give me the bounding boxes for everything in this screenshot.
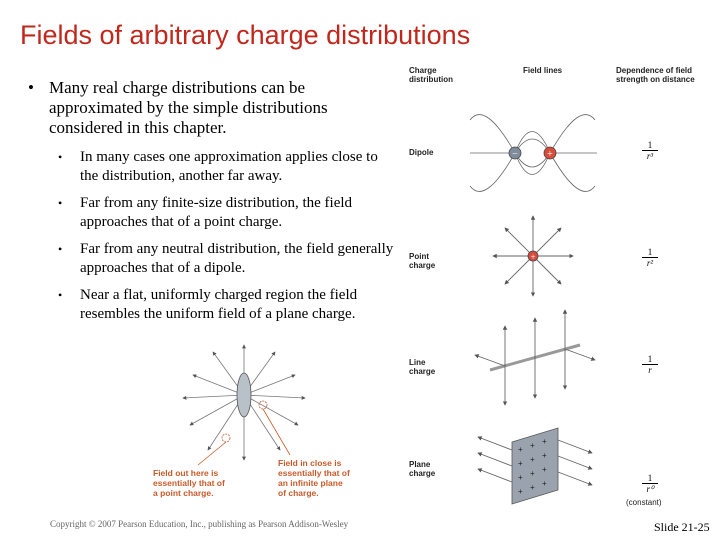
slide-number: Slide 21-25 (654, 520, 710, 534)
bullet-dot: • (58, 288, 63, 302)
sub-bullet-text: Far from any finite-size distribution, the field approaches that of a point charge. (80, 195, 353, 230)
header-dependence: Dependence of field strength on distance (616, 66, 695, 84)
dipole-field-diagram (470, 115, 597, 192)
formula-denominator: r (648, 365, 652, 375)
svg-text:+: + (542, 479, 547, 488)
finite-plate-field-diagram (183, 345, 305, 465)
svg-text:+: + (530, 441, 535, 450)
svg-text:+: + (530, 483, 535, 492)
header-field-lines: Field lines (523, 66, 563, 75)
svg-text:+: + (518, 445, 523, 454)
svg-text:+: + (542, 451, 547, 460)
formula-denominator: r⁰ (646, 484, 654, 494)
svg-text:+: + (530, 469, 535, 478)
sub-bullet-text: Far from any neutral distribution, the field generally approaches that of a dipole. (80, 241, 394, 276)
bullet-dot: • (28, 78, 34, 97)
formula-numerator: 1 (642, 140, 658, 151)
formula-numerator: 1 (642, 473, 658, 484)
slide-title: Fields of arbitrary charge distributions (20, 20, 471, 50)
svg-text:+: + (518, 487, 523, 496)
svg-text:+: + (518, 459, 523, 468)
copyright-footer: Copyright © 2007 Pearson Education, Inc., publishing as Pearson Addison-Wesley (50, 519, 349, 529)
header-charge-distribution: Charge distribution (409, 66, 453, 84)
row-label-point-charge: Point charge (409, 252, 436, 270)
formula-numerator: 1 (642, 247, 658, 258)
constant-note: (constant) (626, 498, 662, 507)
bullet-dot: • (58, 242, 63, 256)
main-bullet-text: Many real charge distributions can be approximated by the simple distributions considered in this chapter. (49, 78, 328, 137)
row-label-plane-charge: Plane charge (409, 460, 436, 478)
callout-far-field: Field out here is essentially that of a point charge. (153, 468, 225, 498)
row-label-dipole: Dipole (409, 148, 434, 157)
svg-text:+: + (518, 473, 523, 482)
charged-plate-icon (237, 373, 251, 417)
sub-bullet-text: Near a flat, uniformly charged region the field resembles the uniform field of a plane charge. (80, 287, 358, 322)
svg-text:+: + (530, 252, 536, 262)
formula-denominator: r² (646, 258, 654, 268)
svg-text:+: + (542, 465, 547, 474)
svg-text:−: − (512, 149, 518, 160)
bullet-dot: • (58, 196, 63, 210)
svg-text:+: + (542, 437, 547, 446)
row-label-line-charge: Line charge (409, 358, 436, 376)
line-charge-field-diagram (475, 310, 595, 405)
svg-text:+: + (547, 149, 553, 160)
formula-denominator: r³ (646, 151, 654, 161)
plane-charge-field-diagram (478, 428, 592, 504)
bullet-dot: • (58, 150, 63, 164)
svg-text:+: + (530, 455, 535, 464)
formula-numerator: 1 (642, 354, 658, 365)
callout-near-field: Field in close is essentially that of an infinite plane of charge. (278, 458, 350, 498)
sub-bullet-text: In many cases one approximation applies close to the distribution, another far away. (80, 149, 378, 184)
